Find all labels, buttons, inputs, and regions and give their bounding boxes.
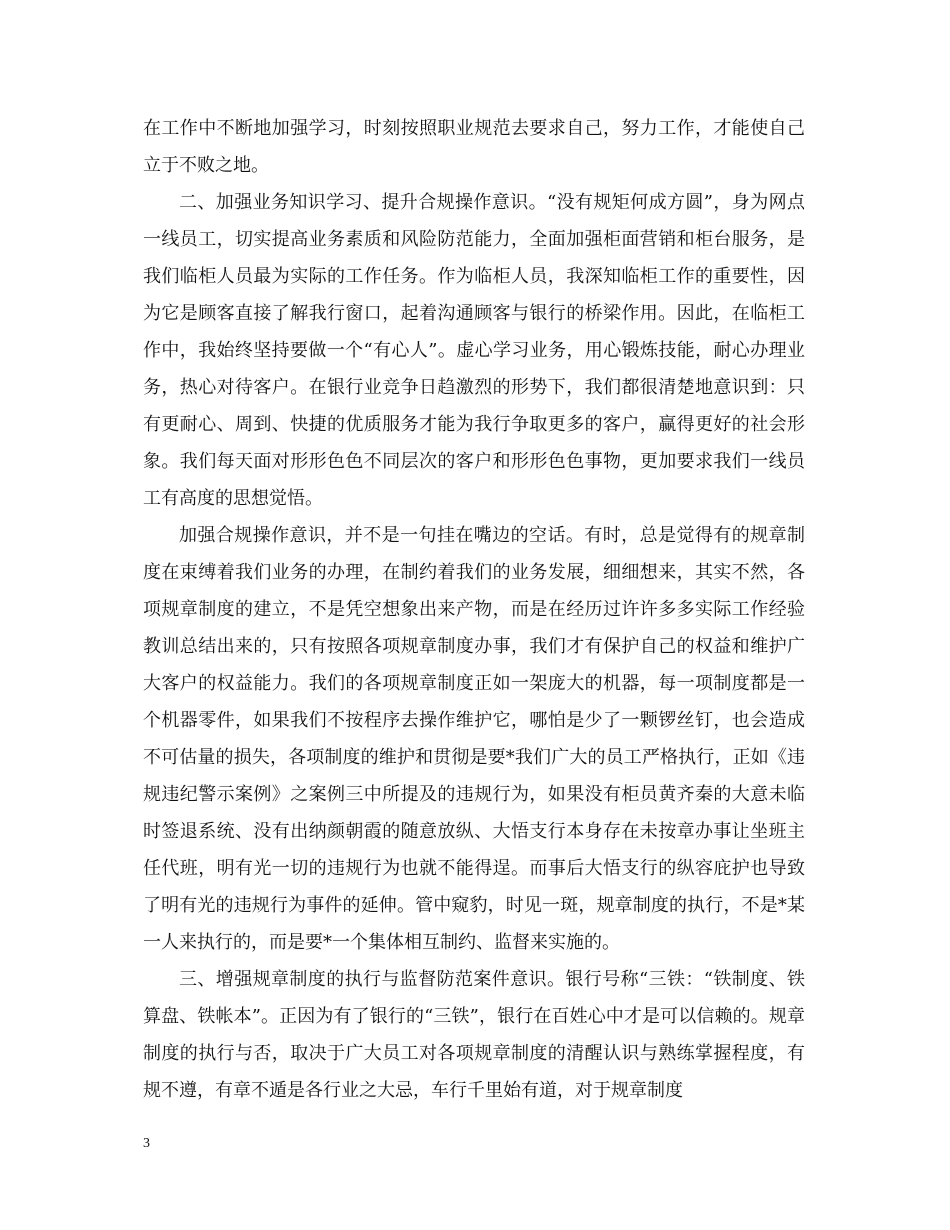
paragraph-compliance: 加强合规操作意识，并不是一句挂在嘴边的空话。有时，总是觉得有的规章制度在束缚着我们业务的办理，在制约着我们的业务发展，细细想来，其实不然，各项规章制度的建立，不是凭空想象出来产物，而是在经历过许许多多实际工作经验教训总结出来的，只有按照各项规章制度办事，我们才有保护自己的权益和维护广大客户的权益能力。我们的各项规章制度正如一架庞大的机器，每一项制度都是一个机器零件，如果我们不按程序去操作维护它，哪怕是少了一颗锣丝钉，也会造成不可估量的损失，各项制度的维护和贯彻是要*我们广大的员工严格执行，正如《违规违纪警示案例》之案例三中所提及的违规行为，如果没有柜员黄齐秦的大意未临时签退系统、没有出纳颜朝霞的随意放纵、大悟支行本身存在未按章办事让坐班主任代班，明有光一切的违规行为也就不能得逞。而事后大悟支行的纵容庇护也导致了明有光的违规行为事件的延伸。管中窥豹，时见一斑，规章制度的执行，不是*某一人来执行的，而是要*一个集体相互制约、监督来实施的。 <box>143 525 805 953</box>
paragraph-section-three: 三、增强规章制度的执行与监督防范案件意识。银行号称“三铁：“铁制度、铁算盘、铁帐本”。正因为有了银行的“三铁”，银行在百姓心中才是可以信赖的。规章制度的执行与否，取决于广大员工对各项规章制度的清醒认识与熟练掌握程度，有规不遵，有章不遁是各行业之大忌，车行千里始有道，对于规章制度 <box>143 969 805 1101</box>
paragraph-continued: 在工作中不断地加强学习，时刻按照职业规范去要求自己，努力工作，才能使自己立于不败之地。 <box>143 118 805 176</box>
document-body <box>143 110 805 1109</box>
paragraph-section-two: 二、加强业务知识学习、提升合规操作意识。“没有规矩何成方圆”，身为网点一线员工，切实提高业务素质和风险防范能力，全面加强柜面营销和柜台服务，是我们临柜人员最为实际的工作任务。作为临柜人员，我深知临柜工作的重要性，因为它是顾客直接了解我行窗口，起着沟通顾客与银行的桥梁作用。因此，在临柜工作中，我始终坚持要做一个“有心人”。虚心学习业务，用心锻炼技能，耐心办理业务，热心对待客户。在银行业竞争日趋激烈的形势下，我们都很清楚地意识到：只有更耐心、周到、快捷的优质服务才能为我行争取更多的客户，赢得更好的社会形象。我们每天面对形形色色不同层次的客户和形形色色事物，更加要求我们一线员工有高度的思想觉悟。 <box>143 192 805 509</box>
page-number: 3 <box>143 1136 150 1151</box>
